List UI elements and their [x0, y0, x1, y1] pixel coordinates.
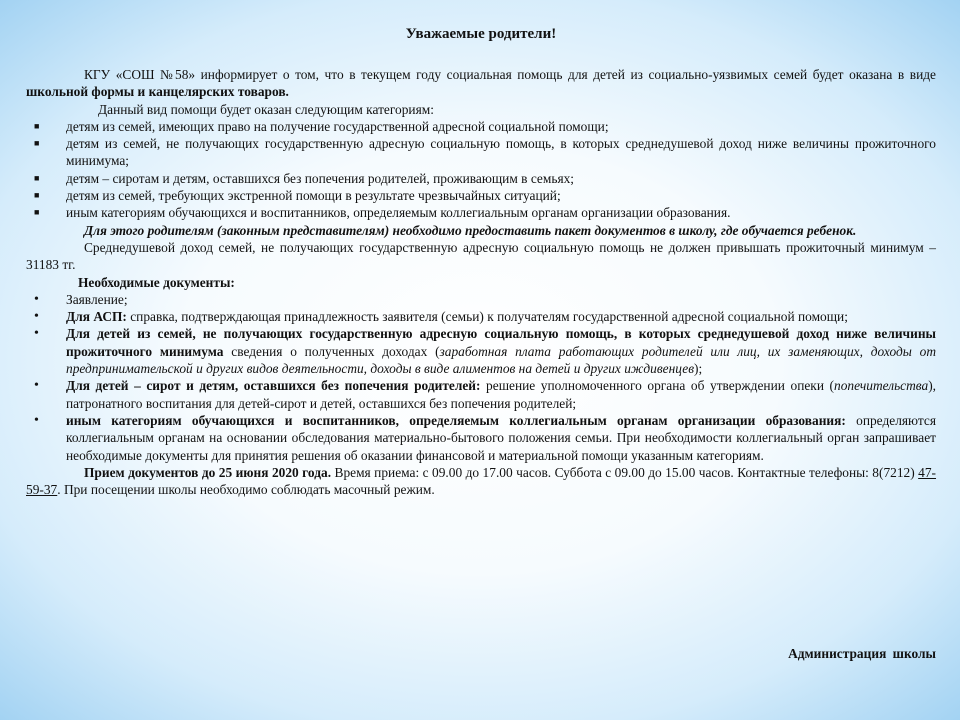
deadline-text: Время приема: с 09.00 до 17.00 часов. Суббота с 09.00 до 15.00 часов. Контактные телефоны: 8(7212) [331, 464, 919, 480]
document-text: ); [694, 361, 703, 377]
square-bullet-icon: ■ [34, 207, 40, 218]
document-text: определяются коллегиальным органам на основании обследования материально-бытового положения семьи. При необходимости коллегиальный орган запрашивает необходимые документы для принятия решения об оказании финансовой и материальной помощи указанным категориям. [66, 412, 936, 463]
category-text: детям из семей, требующих экстренной помощи в результате чрезвычайных ситуаций; [66, 188, 561, 204]
notice-title: Уважаемые родители! [405, 26, 557, 42]
categories-intro: Данный вид помощи будет оказан следующим категориям: [98, 101, 434, 117]
signature: Администрация школы [788, 646, 936, 661]
square-bullet-icon: ■ [34, 138, 40, 149]
document-text: ), патронатного воспитания для детей-сирот и детей, оставшихся без попечения родителей; [66, 378, 937, 411]
list-item [26, 187, 936, 204]
list-item [26, 325, 936, 377]
document-italic: заработная плата работающих родителей или лиц, их заменяющих, доходы от предпринимательской и других видов деятельности, доходы в виде алиментов на детей и других иждивенцев [66, 343, 936, 377]
bullet-icon: • [34, 326, 39, 342]
bullet-icon: • [34, 309, 39, 325]
deadline-end: . При посещении школы необходимо соблюдать масочный режим. [57, 482, 435, 498]
list-item [26, 118, 936, 135]
document-bold: Для детей из семей, не получающих государственную адресную социальную помощь, в которых среднедушевой доход ниже величины прожиточного минимума [66, 326, 936, 359]
documents-heading: Необходимые документы: [78, 274, 235, 290]
list-item [26, 291, 936, 308]
category-text: иным категориям обучающихся и воспитанников, определяемым коллегиальным органам организации образования. [66, 205, 731, 221]
list-item [26, 170, 936, 187]
list-item [26, 412, 936, 464]
bullet-icon: • [34, 378, 39, 394]
category-text: детям из семей, имеющих право на получение государственной адресной социальной помощи; [66, 118, 609, 134]
document-bold: Для детей – сирот и детям, оставшихся без попечения родителей: [66, 378, 481, 394]
deadline-paragraph [26, 464, 936, 499]
document-bold: иным категориям обучающихся и воспитанников, определяемым коллегиальным органам организации образования: [66, 412, 846, 428]
phone-link[interactable]: 47-59-37 [26, 464, 937, 498]
square-bullet-icon: ■ [34, 120, 40, 131]
bullet-icon: • [34, 291, 39, 307]
intro-paragraph [26, 66, 936, 101]
categories-list [26, 118, 936, 222]
bullet-icon: • [34, 412, 39, 428]
list-item [26, 135, 936, 170]
list-item [26, 204, 936, 221]
intro-text: КГУ «СОШ №58» информирует о том, что в текущем году социальная помощь для детей из социально-уязвимых семей будет оказана в виде [84, 67, 936, 82]
income-note: Среднедушевой доход семей, не получающих государственную адресную социальную помощь не должен привышать прожиточный минимум – 31183 тг. [26, 239, 936, 273]
category-text: детям – сиротам и детям, оставшихся без попечения родителей, проживающим в семьях; [66, 170, 575, 186]
document-italic: попечительства [834, 378, 929, 394]
deadline-bold: Прием документов до 25 июня 2020 года. [84, 464, 332, 480]
list-item [26, 377, 936, 412]
document-text: решение уполномоченного органа об утверждении опеки ( [480, 378, 835, 394]
category-text: детям из семей, не получающих государственную адресную социальную помощь, в которых среднедушевой доход ниже величины прожиточного минимума; [66, 136, 936, 169]
square-bullet-icon: ■ [34, 190, 40, 201]
intro-bold: школьной формы и канцелярских товаров. [26, 84, 289, 100]
document-text: справка, подтверждающая принадлежность заявителя (семьи) к получателям государственной адресной социальной помощи; [126, 309, 848, 325]
document-bold: Для АСП: [66, 309, 127, 325]
notice-page [26, 0, 936, 720]
square-bullet-icon: ■ [34, 172, 40, 183]
parents-note: Для этого родителям (законным представителям) необходимо предоставить пакет документов в школу, где обучается ребенок. [84, 222, 857, 238]
documents-list [26, 291, 936, 464]
notice-body [26, 66, 936, 498]
document-text: Заявление; [66, 291, 128, 307]
list-item [26, 308, 936, 325]
document-text: сведения о полученных доходах ( [223, 343, 440, 359]
